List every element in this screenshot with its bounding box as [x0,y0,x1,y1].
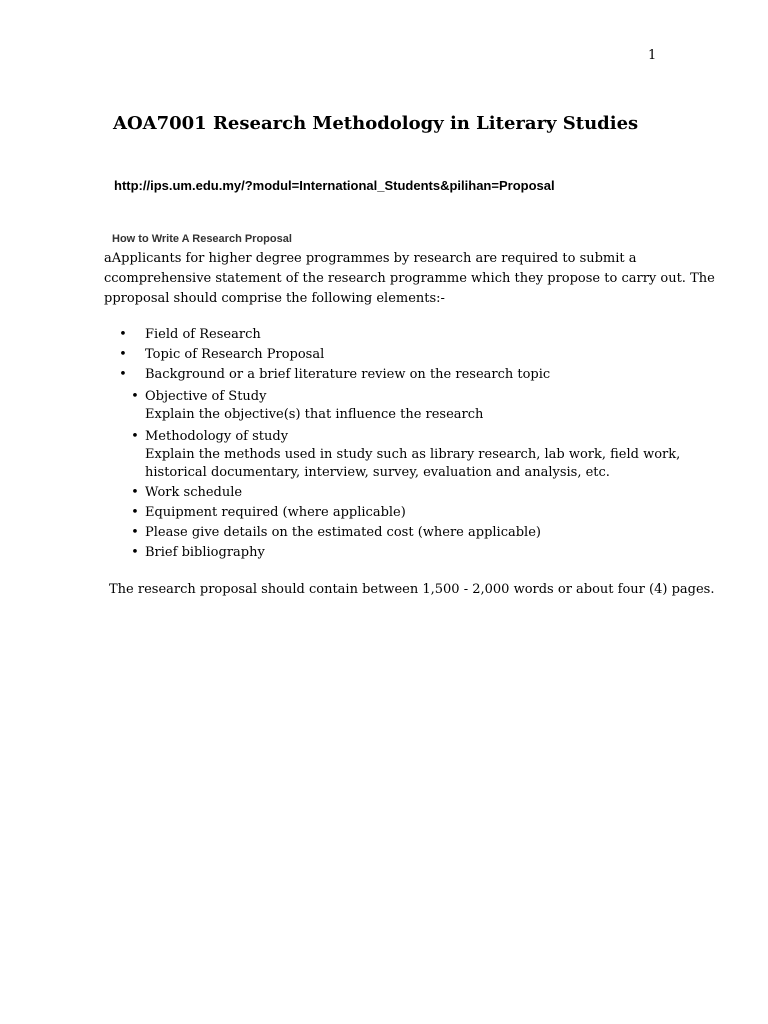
list-item-detail: Explain the methods used in study such as library research, lab work, field work, [145,447,681,462]
section-subheading: How to Write A Research Proposal [112,233,292,245]
intro-line: ccomprehensive statement of the research programme which they propose to carry out. The [104,271,715,286]
list-item-label: Equipment required (where applicable) [145,505,406,520]
intro-paragraph [104,249,715,309]
bullet-icon: • [131,389,139,404]
list-item-detail: Explain the objective(s) that influence the research [145,407,484,422]
intro-line: aApplicants for higher degree programmes by research are required to submit a [104,251,637,266]
bullet-icon: • [119,367,127,382]
list-item-label: Brief bibliography [145,545,265,560]
list-item-label: Topic of Research Proposal [145,347,325,362]
list-item [0,366,680,384]
list-item-detail: historical documentary, interview, survey, evaluation and analysis, etc. [145,465,610,480]
bullet-icon: • [131,505,139,520]
page-number: 1 [648,48,657,63]
bullet-icon: • [119,347,127,362]
list-item [0,544,680,562]
list-item-label: Methodology of study [145,429,289,444]
list-item [0,326,680,344]
list-item [0,524,680,542]
bullet-icon: • [131,429,139,444]
closing-statement: The research proposal should contain between 1,500 - 2,000 words or about four (4) pages. [109,582,715,597]
bullet-icon: • [131,525,139,540]
list-item-label: Please give details on the estimated cost (where applicable) [145,525,541,540]
list-item-label: Background or a brief literature review on the research topic [145,367,551,382]
bullet-icon: • [131,545,139,560]
list-item-label: Field of Research [145,327,261,342]
document-title: AOA7001 Research Methodology in Literary Studies [113,113,639,134]
list-item [0,428,680,482]
list-item [0,484,680,502]
list-item [0,504,680,522]
intro-line: pproposal should comprise the following elements:- [104,291,445,306]
proposal-elements-list [0,326,680,562]
list-item-label: Work schedule [145,485,243,500]
bullet-icon: • [119,327,127,342]
source-url: http://ips.um.edu.my/?modul=International_Students&pilihan=Proposal [114,178,555,193]
list-item [0,346,680,364]
list-item [0,388,680,424]
bullet-icon: • [131,485,139,500]
list-item-label: Objective of Study [145,389,267,404]
